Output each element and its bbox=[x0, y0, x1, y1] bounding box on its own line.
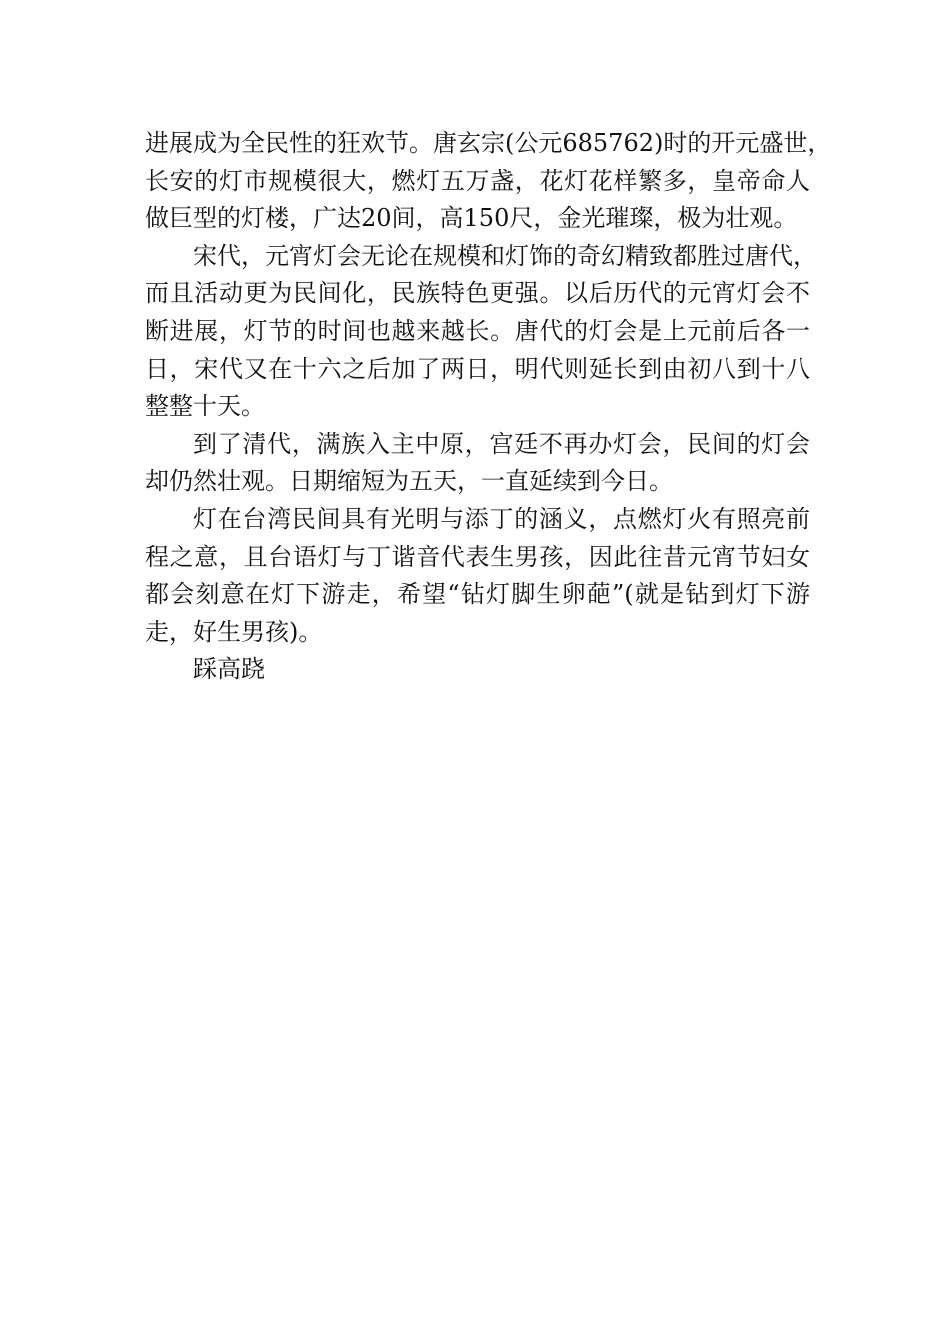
text-line: 进展成为全民性的狂欢节。唐玄宗(公元685762)时的开元盛世， bbox=[145, 129, 832, 157]
text-line: 踩高跷 bbox=[193, 655, 265, 684]
text-line: 整整十天。 bbox=[145, 392, 265, 421]
document-body bbox=[145, 125, 832, 689]
text-line: 程之意，且台语灯与丁谐音代表生男孩，因此往昔元宵节妇女 bbox=[145, 542, 810, 571]
paragraph-taiwan-lantern bbox=[145, 501, 810, 651]
paragraph-tang-dynasty bbox=[145, 125, 832, 238]
paragraph-qing-dynasty bbox=[145, 426, 810, 501]
paragraph-song-dynasty bbox=[145, 238, 817, 426]
section-heading-stilts bbox=[145, 651, 810, 689]
text-line: 都会刻意在灯下游走，希望“钻灯脚生卵葩”(就是钻到灯下游 bbox=[145, 580, 810, 609]
text-line: 却仍然壮观。日期缩短为五天，一直延续到今日。 bbox=[145, 467, 673, 496]
text-line: 长安的灯市规模很大，燃灯五万盏，花灯花样繁多，皇帝命人 bbox=[145, 166, 810, 195]
text-line: 日，宋代又在十六之后加了两日，明代则延长到由初八到十八 bbox=[145, 354, 810, 383]
text-line: 而且活动更为民间化，民族特色更强。以后历代的元宵灯会不 bbox=[145, 279, 810, 308]
text-line: 灯在台湾民间具有光明与添丁的涵义，点燃灯火有照亮前 bbox=[193, 504, 810, 533]
text-line: 宋代，元宵灯会无论在规模和灯饰的奇幻精致都胜过唐代， bbox=[193, 241, 817, 270]
text-line: 走，好生男孩)。 bbox=[145, 617, 323, 646]
text-line: 到了清代，满族入主中原，宫廷不再办灯会，民间的灯会 bbox=[193, 429, 810, 458]
text-line: 做巨型的灯楼，广达20间，高150尺，金光璀璨，极为壮观。 bbox=[145, 204, 798, 233]
text-line: 断进展，灯节的时间也越来越长。唐代的灯会是上元前后各一 bbox=[145, 316, 810, 345]
